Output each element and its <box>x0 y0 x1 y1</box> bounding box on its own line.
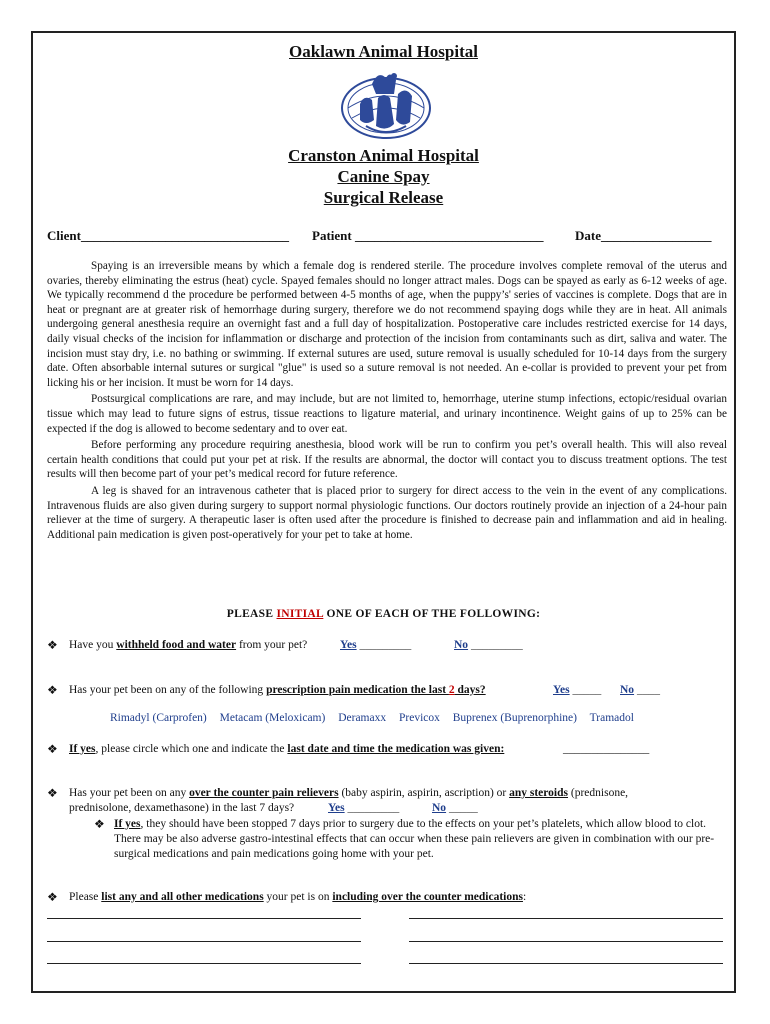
client-field[interactable]: Client________________________________ <box>47 228 289 243</box>
medication-option[interactable]: Buprenex (Buprenorphine) <box>452 712 577 724</box>
hospital-subtitle: Cranston Animal Hospital <box>288 146 479 165</box>
medication-option[interactable]: Deramaxx <box>338 712 387 724</box>
medication-option[interactable]: Metacam (Meloxicam) <box>219 712 326 724</box>
question-otc-steroids-line2: prednisolone, dexamethasone) in the last 7 days? <box>69 802 295 814</box>
other-meds-line[interactable] <box>47 963 361 964</box>
other-meds-line[interactable] <box>47 941 361 942</box>
q4-no-option[interactable]: No _____ <box>432 802 478 814</box>
bullet-icon: ❖ <box>47 890 58 904</box>
bullet-icon: ❖ <box>94 817 105 831</box>
paragraph-complications: Postsurgical complications are rare, and may include, but are not limited to, hemorrhage, uterine stump infections, ectopic/residual ovarian tissue which may lead to future signs of estrus, tissue reactions to ligature material, and urinary incontinence. Weight gains of up to 25% can be expected if the dog is allowed to become sedentary and to over eat. <box>47 393 727 435</box>
initial-instruction: PLEASE INITIAL ONE OF EACH OF THE FOLLOWING: <box>226 608 541 620</box>
patient-field[interactable]: Patient _____________________________ <box>312 228 544 243</box>
paragraph-catheter: A leg is shaved for an intravenous catheter that is placed prior to surgery for direct access to the vein in the event of any complications. Intravenous fluids are also given during surgery to support normal physiologic functions. Our doctors routinely provide an injection of a 24-hour pain reliever at the time of surgery. A therapeutic laser is often used after the procedure is finished to decrease pain and inflammation and aid in healing. Additional pain medication is given post-operatively for your pet to take at home. <box>47 484 727 541</box>
question-food-water: Have you withheld food and water from your pet? <box>69 639 308 651</box>
medication-list <box>110 712 644 724</box>
other-meds-line[interactable] <box>409 918 723 919</box>
bullet-icon: ❖ <box>47 683 58 697</box>
otc-warning-note: If yes, they should have been stopped 7 days prior to surgery due to the effects on your pet’s platelets, which allow blood to clot. There may be also adverse gastro-intestinal effects that can occur when these pain relievers are given in combination with our pre-surgical medications and pain medications going home with your pet. <box>114 818 715 860</box>
question-other-meds: Please list any and all other medications your pet is on including over the counter medications: <box>69 891 527 903</box>
question-otc-steroids: Has your pet been on any over the counter pain relievers (baby aspirin, aspirin, ascription) or any steroids (prednisone, <box>69 787 629 799</box>
medication-option[interactable]: Tramadol <box>589 712 634 724</box>
other-meds-line[interactable] <box>47 918 361 919</box>
hospital-logo <box>338 64 434 148</box>
last-dose-blank[interactable]: _______________ <box>563 743 650 755</box>
q1-yes-option[interactable]: Yes _________ <box>340 639 412 651</box>
paragraph-spay: Spaying is an irreversible means by which a female dog is rendered sterile. The procedure involves complete removal of the uterus and ovaries, thereby eliminating the estrus (heat) cycle. Spayed females should no longer attract males. Dogs can be spayed as early as 6-12 weeks of age. We typically recommend d the procedure be performed between 4-5 months of age, when the puppy’s' series of vaccines is complete. Dogs that are in heat or pregnant are at greater risk of hemorrhage during surgery, therefore we do not recommend spaying dogs while they are in heat. All animals undergoing general anesthesia require an overnight fast and a full day of hospitalization. Postoperative care includes restricted exercise for 14 days, daily visual checks of the incision for inflammation or discharge and protection of the incision from contaminants such as dirt, saliva and water. The incision must stay dry, i.e. no bathing or swimming. If external sutures are used, suture removal is usually scheduled for 10-14 days from the surgery date. Often absorbable internal sutures or surgical "glue" is used so a suture removal is not needed. An e-collar is provided to prevent your pet from licking his or her incision. It must be worn for 14 days. <box>47 260 727 389</box>
medication-option[interactable]: Rimadyl (Carprofen) <box>110 712 207 724</box>
bullet-icon: ❖ <box>47 742 58 756</box>
body-text <box>47 259 727 542</box>
date-field[interactable]: Date_________________ <box>575 228 712 243</box>
q2-no-option[interactable]: No ____ <box>620 684 660 696</box>
q4-yes-option[interactable]: Yes _________ <box>328 802 400 814</box>
bullet-icon: ❖ <box>47 638 58 652</box>
question-last-dose: If yes, please circle which one and indicate the last date and time the medication was given: <box>69 743 505 755</box>
other-meds-line[interactable] <box>409 941 723 942</box>
paragraph-bloodwork: Before performing any procedure requiring anesthesia, blood work will be run to confirm you pet’s overall health. This will also reveal certain health conditions that could put your pet at risk. If the results are abnormal, the doctor will contact you to discuss treatment options. The test results will then become part of your pet’s medical record for future reference. <box>47 439 727 481</box>
q2-yes-option[interactable]: Yes _____ <box>553 684 602 696</box>
q1-no-option[interactable]: No _________ <box>454 639 523 651</box>
hospital-title: Oaklawn Animal Hospital <box>289 42 478 61</box>
form-type: Canine Spay <box>337 167 430 186</box>
form-name: Surgical Release <box>323 188 444 207</box>
question-prescription-meds: Has your pet been on any of the following prescription pain medication the last 2 days? <box>69 684 486 696</box>
other-meds-line[interactable] <box>409 963 723 964</box>
bullet-icon: ❖ <box>47 786 58 800</box>
medication-option[interactable]: Previcox <box>399 712 440 724</box>
